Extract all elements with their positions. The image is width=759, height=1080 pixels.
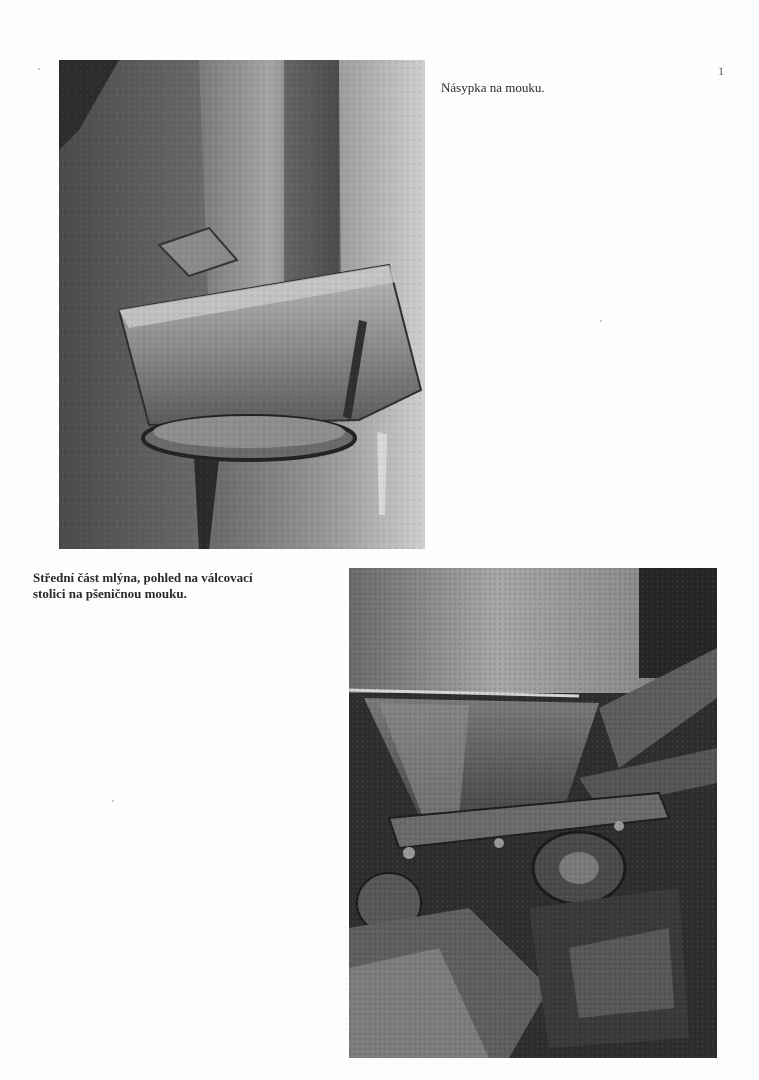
roller-mill-image: [349, 568, 717, 1058]
flour-hopper-photo: [59, 60, 425, 549]
page-number: 1: [718, 64, 724, 78]
caption-roller-mill: [33, 570, 343, 602]
scan-speck: [38, 68, 40, 70]
caption-flour-hopper: Násypka na mouku.: [441, 80, 545, 95]
caption-roller-mill-line2: stolici na pšeničnou mouku.: [33, 586, 187, 601]
roller-mill-photo: [349, 568, 717, 1058]
flour-hopper-image: [59, 60, 425, 549]
scan-speck: [112, 800, 114, 802]
caption-roller-mill-line1: Střední část mlýna, pohled na válcovací: [33, 570, 253, 585]
scan-speck: [600, 320, 602, 322]
